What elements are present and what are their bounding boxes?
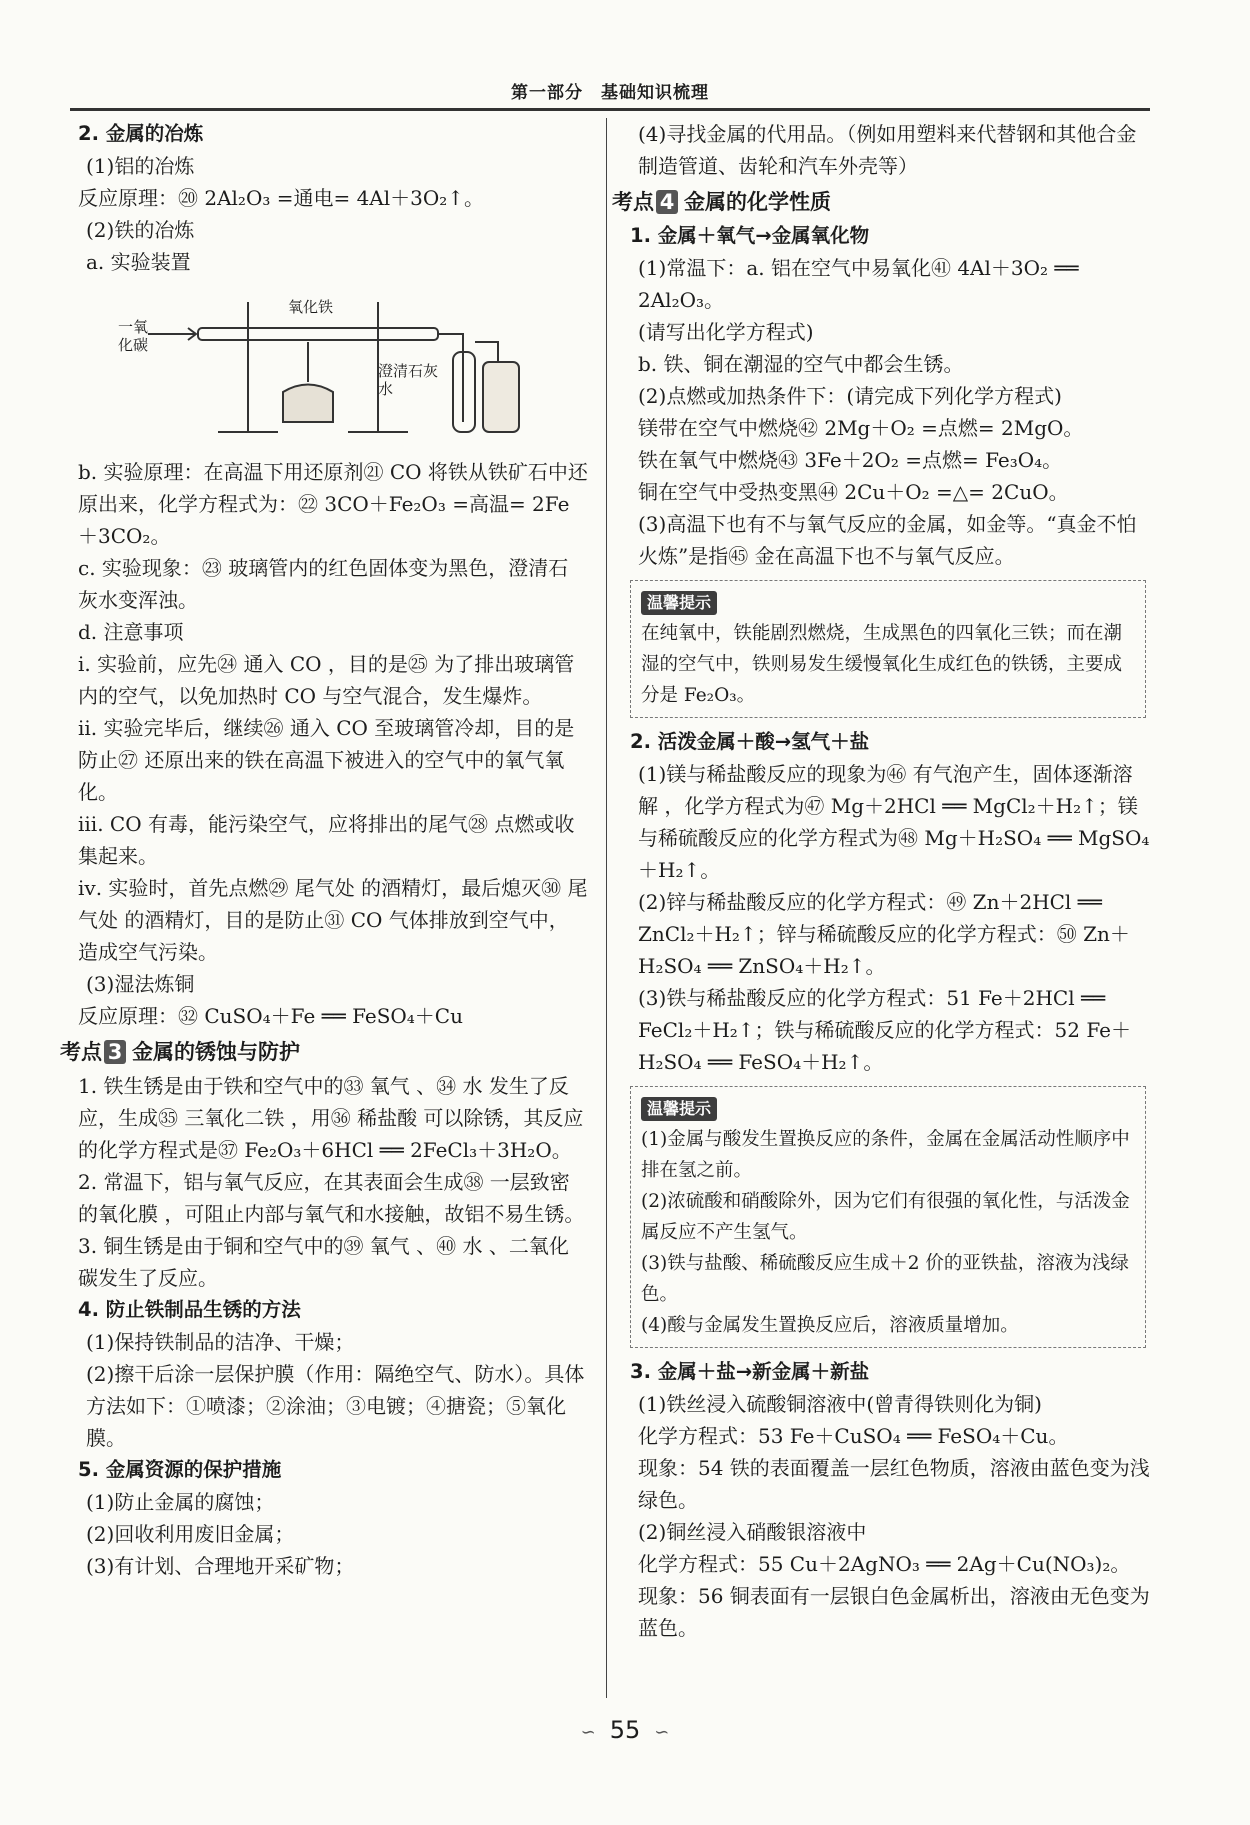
equation-line: 镁带在空气中燃烧㊷ 2Mg＋O₂ =点燃= 2MgO。	[638, 416, 1084, 440]
paragraph: (2)锌与稀盐酸反应的化学方程式：㊾ Zn＋2HCl ══ ZnCl₂＋H₂↑；锌与稀硫酸反应的化学方程式：㊿ Zn＋H₂SO₄ ══ ZnSO₄＋H₂↑。	[638, 890, 1130, 978]
label-carbon-monoxide: 一氧化碳	[118, 318, 149, 354]
right-column	[612, 118, 1150, 1644]
paragraph: (3)铁与稀盐酸反应的化学方程式：51 Fe＋2HCl ══ FeCl₂＋H₂↑；铁与稀硫酸反应的化学方程式：52 Fe＋H₂SO₄ ══ FeSO₄＋H₂↑。	[638, 986, 1131, 1074]
paragraph: (1)防止金属的腐蚀；	[86, 1490, 275, 1514]
paragraph: 3. 铜生锈是由于铜和空气中的㊴ 氧气 、㊵ 水 、二氧化碳发生了反应。	[78, 1234, 569, 1290]
paragraph: ⅱ. 实验完毕后，继续㉖ 通入 CO 至玻璃管冷却，目的是防止㉗ 还原出来的铁在高温下被进入的空气中的氧气氧化。	[78, 716, 575, 804]
paragraph: (3)有计划、合理地开采矿物；	[86, 1554, 355, 1578]
paragraph: (请写出化学方程式)	[638, 320, 814, 344]
paragraph: (1)保持铁制品的洁净、干燥；	[86, 1330, 355, 1354]
paragraph: (2)回收利用废旧金属；	[86, 1522, 295, 1546]
section-title: 1. 金属＋氧气→金属氧化物	[630, 224, 870, 247]
left-column	[60, 118, 588, 1582]
paragraph: (1)常温下：a. 铝在空气中易氧化㊶ 4Al＋3O₂ ══ 2Al₂O₃。	[638, 256, 1079, 312]
header-rule	[70, 108, 1150, 111]
subsection-title: d. 注意事项	[78, 620, 184, 644]
section-title: 3. 金属＋盐→新金属＋新盐	[630, 1360, 870, 1383]
label-iron-oxide: 氧化铁	[288, 298, 334, 316]
paragraph: a. 实验装置	[86, 250, 191, 274]
paragraph: (1)铁丝浸入硫酸铜溶液中(曾青得铁则化为铜)	[638, 1392, 1042, 1416]
paragraph: ⅰ. 实验前，应先㉔ 通入 CO ，目的是㉕ 为了排出玻璃管内的空气，以免加热时 CO 与空气混合，发生爆炸。	[78, 652, 575, 708]
section-title: 2. 金属的冶炼	[78, 122, 204, 145]
page-header-title: 第一部分 基础知识梳理	[511, 83, 709, 103]
topic-number: 3	[104, 1040, 126, 1064]
paragraph: c. 实验现象：㉓ 玻璃管内的红色固体变为黑色，澄清石灰水变浑浊。	[78, 556, 569, 612]
page-number: 55	[609, 1716, 641, 1744]
tip-tag: 温馨提示	[641, 591, 717, 615]
equation-line: 铜在空气中受热变黑㊹ 2Cu＋O₂ =△= 2CuO。	[638, 480, 1069, 504]
paragraph: (2)铜丝浸入硝酸银溶液中	[638, 1520, 867, 1544]
section-title: 4. 防止铁制品生锈的方法	[78, 1298, 301, 1321]
topic-label: 考点	[60, 1040, 102, 1064]
tip-box	[630, 1086, 1146, 1348]
paragraph: 反应原理：⑳ 2Al₂O₃ =通电= 4Al＋3O₂↑。	[78, 186, 485, 210]
topic-title: 金属的化学性质	[684, 190, 831, 214]
paragraph: 反应原理：㉜ CuSO₄＋Fe ══ FeSO₄＋Cu	[78, 1004, 463, 1028]
subsection-title: (3)湿法炼铜	[86, 972, 195, 996]
paragraph: (2)点燃或加热条件下：(请完成下列化学方程式)	[638, 384, 1062, 408]
paragraph: ⅳ. 实验时，首先点燃㉙ 尾气处 的酒精灯，最后熄灭㉚ 尾气处 的酒精灯，目的是防止㉛ CO 气体排放到空气中，造成空气污染。	[78, 876, 588, 964]
tip-box	[630, 580, 1146, 718]
section-title: 5. 金属资源的保护措施	[78, 1458, 282, 1481]
topic-label: 考点	[612, 190, 654, 214]
topic-heading	[612, 186, 1150, 218]
paragraph: 现象：56 铜表面有一层银白色金属析出，溶液由无色变为蓝色。	[638, 1584, 1150, 1640]
page-footer	[0, 1716, 1250, 1744]
equation-line: 铁在氧气中燃烧㊸ 3Fe＋2O₂ =点燃= Fe₃O₄。	[638, 448, 1063, 472]
tip-item: (1)金属与酸发生置换反应的条件，金属在金属活动性顺序中排在氢之前。	[641, 1129, 1130, 1181]
equation-line: 化学方程式：55 Cu＋2AgNO₃ ══ 2Ag＋Cu(NO₃)₂。	[638, 1552, 1131, 1576]
apparatus-diagram	[78, 282, 588, 452]
paragraph: (1)镁与稀盐酸反应的现象为㊻ 有气泡产生，固体逐渐溶解 ，化学方程式为㊼ Mg＋2HCl ══ MgCl₂＋H₂↑；镁与稀硫酸反应的化学方程式为㊽ Mg＋H₂SO₄ ══ MgSO₄＋H₂↑。	[638, 762, 1150, 882]
subsection-title: (2)铁的冶炼	[86, 218, 195, 242]
label-limewater: 澄清石灰水	[378, 362, 439, 398]
paragraph: (2)擦干后涂一层保护膜（作用：隔绝空气、防水）。具体方法如下：①喷漆；②涂油；③电镀；④搪瓷；⑤氧化膜。	[86, 1362, 585, 1450]
tip-item: (4)酸与金属发生置换反应后，溶液质量增加。	[641, 1315, 1019, 1336]
paragraph: b. 铁、铜在潮湿的空气中都会生锈。	[638, 352, 964, 376]
tip-text: 在纯氧中，铁能剧烈燃烧，生成黑色的四氧化三铁；而在潮湿的空气中，铁则易发生缓慢氧化生成红色的铁锈，主要成分是 Fe₂O₃。	[641, 623, 1123, 706]
tip-item: (2)浓硫酸和硝酸除外，因为它们有很强的氧化性，与活泼金属反应不产生氢气。	[641, 1191, 1130, 1243]
paragraph: b. 实验原理：在高温下用还原剂㉑ CO 将铁从铁矿石中还原出来，化学方程式为：㉒ 3CO＋Fe₂O₃ =高温= 2Fe＋3CO₂。	[78, 460, 588, 548]
topic-title: 金属的锈蚀与防护	[132, 1040, 300, 1064]
paragraph: ⅲ. CO 有毒，能污染空气，应将排出的尾气㉘ 点燃或收集起来。	[78, 812, 575, 868]
topic-number: 4	[656, 190, 678, 214]
ornament-left-icon: ∽	[580, 1722, 596, 1743]
subsection-title: (1)铝的冶炼	[86, 154, 195, 178]
paragraph: (4)寻找金属的代用品。（例如用塑料来代替钢和其他合金制造管道、齿轮和汽车外壳等）	[638, 122, 1137, 178]
equation-line: 化学方程式：53 Fe＋CuSO₄ ══ FeSO₄＋Cu。	[638, 1424, 1069, 1448]
ornament-right-icon: ∽	[654, 1722, 670, 1743]
section-title: 2. 活泼金属＋酸→氢气＋盐	[630, 730, 870, 753]
topic-heading	[60, 1036, 588, 1068]
tip-item: (3)铁与盐酸、稀硫酸反应生成＋2 价的亚铁盐，溶液为浅绿色。	[641, 1253, 1129, 1305]
paragraph: 1. 铁生锈是由于铁和空气中的㉝ 氧气 、㉞ 水 发生了反应，生成㉟ 三氧化二铁 ，用㊱ 稀盐酸 可以除锈，其反应的化学方程式是㊲ Fe₂O₃＋6HCl ══ 2FeCl₃＋3H₂O。	[78, 1074, 584, 1162]
paragraph: (3)高温下也有不与氧气反应的金属，如金等。“真金不怕火炼”是指㊺ 金在高温下也不与氧气反应。	[638, 512, 1137, 568]
paragraph: 现象：54 铁的表面覆盖一层红色物质，溶液由蓝色变为浅绿色。	[638, 1456, 1150, 1512]
tip-tag: 温馨提示	[641, 1097, 717, 1121]
column-divider	[606, 118, 607, 1698]
paragraph: 2. 常温下，铝与氧气反应，在其表面会生成㊳ 一层致密的氧化膜 ，可阻止内部与氧气和水接触，故铝不易生锈。	[78, 1170, 585, 1226]
